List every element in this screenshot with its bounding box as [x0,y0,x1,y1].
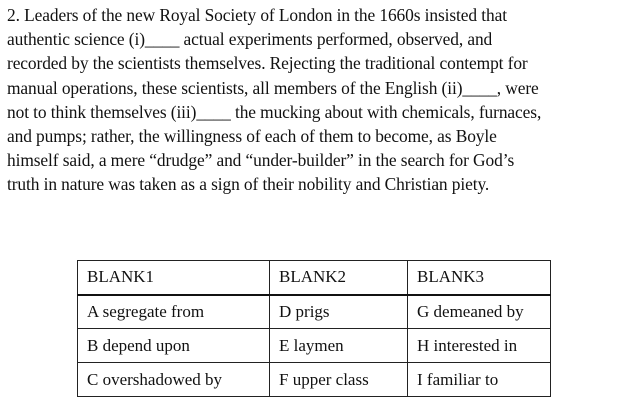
question-line: 2. Leaders of the new Royal Society of London in the 1660s insisted that [7,5,507,25]
header-blank2: BLANK2 [270,261,408,295]
choice-f[interactable]: F upper class [270,363,408,397]
choice-i[interactable]: I familiar to [408,363,551,397]
choice-c[interactable]: C overshadowed by [78,363,270,397]
question-line: himself said, a mere “drudge” and “under-builder” in the search for God’s [7,150,515,171]
question-line: not to think themselves (iii)____ the mucking about with chemicals, furnaces, [7,101,542,122]
table-header-row [78,261,551,295]
question-line: manual operations, these scientists, all members of the English (ii)____, were [7,77,539,98]
header-blank3: BLANK3 [408,261,551,295]
choice-e[interactable]: E laymen [270,329,408,363]
question-line: and pumps; rather, the willingness of each of them to become, as Boyle [7,126,497,147]
table-row [78,363,551,397]
question-text [7,3,615,197]
answer-choices-table [77,260,551,397]
choice-g[interactable]: G demeaned by [408,295,551,329]
header-blank1: BLANK1 [78,261,270,295]
choice-a[interactable]: A segregate from [78,295,270,329]
choice-d[interactable]: D prigs [270,295,408,329]
table-row [78,329,551,363]
question-line: authentic science (i)____ actual experiments performed, observed, and [7,29,493,50]
question-line: recorded by the scientists themselves. Rejecting the traditional contempt for [7,53,528,74]
choice-b[interactable]: B depend upon [78,329,270,363]
table-row [78,295,551,329]
question-line: truth in nature was taken as a sign of their nobility and Christian piety. [7,174,490,195]
choice-h[interactable]: H interested in [408,329,551,363]
